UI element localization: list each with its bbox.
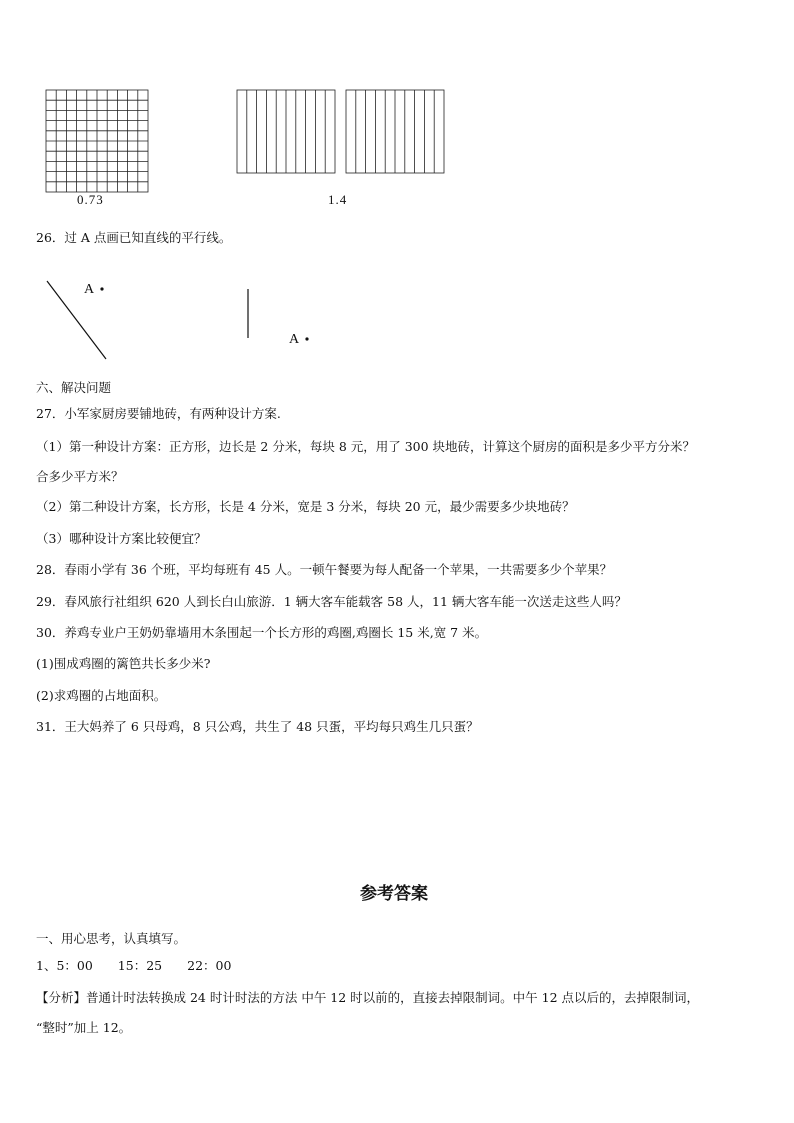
- grid-value-label: 0.73: [77, 192, 104, 207]
- question-28: 28．春雨小学有 36 个班，平均每班有 45 人。一顿午餐要为每人配备一个苹果，一共需要多少个苹果？: [36, 562, 613, 577]
- figures-canvas: [0, 0, 794, 400]
- question-30-part-1: (1)围成鸡圈的篱笆共长多少米?: [36, 656, 211, 671]
- point-a-label-2: A: [289, 332, 301, 347]
- question-30-part-2: (2)求鸡圈的占地面积。: [36, 688, 167, 703]
- question-27-part-1: （1）第一种设计方案：正方形，边长是 2 分米，每块 8 元，用了 300 块地砖，计算这个厨房的面积是多少平方分米？: [36, 439, 696, 454]
- question-27-part-3: （3）哪种设计方案比较便宜？: [36, 531, 207, 546]
- question-27-part-1-cont: 合多少平方米？: [36, 469, 124, 484]
- answer-1: 1、5：00 15：25 22：00: [36, 958, 232, 973]
- question-27-part-2: （2）第二种设计方案，长方形，长是 4 分米，宽是 3 分米，每块 20 元，最少需要多少块地砖？: [36, 499, 575, 514]
- analysis-line-1: 【分析】普通计时法转换成 24 时计时法的方法 中午 12 时以前的，直接去掉限制词。中午 12 点以后的，去掉限制词，: [36, 990, 700, 1005]
- strips-value-label: 1.4: [328, 192, 348, 207]
- question-29: 29．春风旅行社组织 620 人到长白山旅游．1 辆大客车能载客 58 人，11 辆大客车能一次送走这些人吗？: [36, 594, 627, 609]
- given-line-diagonal: [47, 281, 106, 359]
- hundred-grid: [46, 90, 148, 192]
- tenths-strip-box-2: [346, 90, 444, 173]
- question-27: 27．小军家厨房要铺地砖，有两种设计方案.: [36, 406, 281, 421]
- analysis-line-2: “整时”加上 12。: [36, 1020, 132, 1035]
- answers-title: 参考答案: [360, 884, 428, 904]
- question-30: 30．养鸡专业户王奶奶靠墙用木条围起一个长方形的鸡圈,鸡圈长 15 米,宽 7 米。: [36, 625, 488, 640]
- answers-section-1: 一、用心思考，认真填写。: [36, 931, 187, 946]
- point-a-dot-2: [305, 337, 308, 340]
- point-a-label-1: A: [84, 282, 96, 297]
- question-31: 31．王大妈养了 6 只母鸡，8 只公鸡，共生了 48 只蛋，平均每只鸡生几只蛋？: [36, 719, 479, 734]
- point-a-dot-1: [100, 287, 103, 290]
- question-26: 26．过 A 点画已知直线的平行线。: [36, 230, 232, 245]
- tenths-strip-box-1: [237, 90, 335, 173]
- section-six-heading: 六、解决问题: [36, 380, 112, 395]
